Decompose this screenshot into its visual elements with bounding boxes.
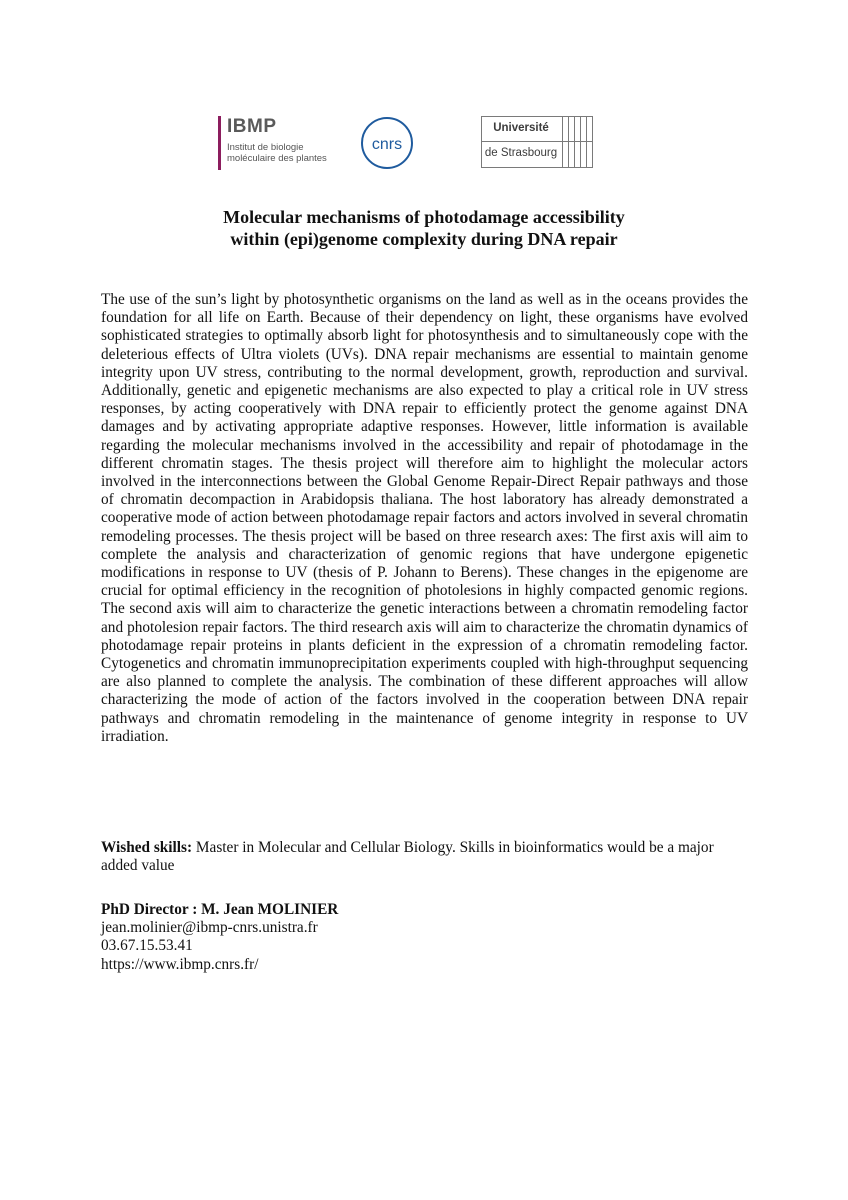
unistra-logo-divider (482, 141, 592, 142)
ibmp-logo-subtitle-line2: moléculaire des plantes (227, 153, 327, 164)
unistra-logo-stripe (568, 117, 569, 167)
unistra-logo-line2: de Strasbourg (484, 147, 558, 159)
unistra-logo (481, 116, 593, 168)
unistra-logo-stripe (574, 117, 575, 167)
contact-email[interactable]: jean.molinier@ibmp-cnrs.unistra.fr (101, 919, 318, 937)
project-description: The use of the sun’s light by photosynthetic organisms on the land as well as in the oceans provides the foundation for all life on Earth. Because of their dependency on light, these organisms have evolved sophisticated strategies to optimally absorb light for photosynthesis and to simultaneously cope with the deleterious effects of Ultra violets (UVs). DNA repair mechanisms are essential to maintain genome integrity upon UV stress, contributing to the normal development, growth, reproduction and survival. Additionally, genetic and epigenetic mechanisms are also expected to play a critical role in UV stress responses, by acting cooperatively with DNA repair to efficiently protect the genome against DNA damages and by activating appropriate adaptive responses. However, little information is available regarding the molecular mechanisms involved in the accessibility and repair of photodamage in the different chromatin stages. The thesis project will therefore aim to highlight the molecular actors involved in the interconnections between the Global Genome Repair-Direct Repair pathways and those of chromatin decompaction in Arabidopsis thaliana. The host laboratory has already demonstrated a cooperative mode of action between photodamage repair factors and actors involved in several chromatin remodeling processes. The thesis project will be based on three research axes: The first axis will aim to complete the analysis and characterization of genomic regions that have undergone epigenetic modifications in response to UV (thesis of P. Johann to Berens). These changes in the epigenome are crucial for optimal efficiency in the recognition of photolesions in highly compacted genomic regions. The second axis will aim to characterize the genetic interactions between a chromatin remodeling factor and photolesion repair factors. The third research axis will aim to characterize the chromatin dynamics of photodamage repair proteins in plants deficient in the expression of a chromatin remodeling factor. Cytogenetics and chromatin immunoprecipitation experiments coupled with high-throughput sequencing are also planned to complete the analysis. The combination of these different approaches will allow characterizing the mode of action of the factors involved in the cooperation between DNA repair pathways and chromatin remodeling in the maintenance of genome integrity in response to UV irradiation. (101, 291, 748, 745)
ibmp-logo-subtitle-line1: Institut de biologie (227, 142, 304, 153)
ibmp-logo-subtitle (227, 142, 327, 164)
ibmp-accent-bar (218, 116, 221, 170)
page-title-line1: Molecular mechanisms of photodamage accessibility (223, 207, 625, 227)
page-title-line2: within (epi)genome complexity during DNA repair (230, 229, 618, 249)
cnrs-logo (360, 116, 414, 170)
logo-bar (0, 112, 848, 172)
unistra-logo-stripe (586, 117, 587, 167)
ibmp-logo-name: IBMP (227, 116, 277, 137)
wished-skills-label: Wished skills: (101, 839, 193, 856)
wished-skills (101, 839, 748, 875)
unistra-logo-stripe (562, 117, 563, 167)
page-title (100, 206, 748, 250)
contact-block (101, 901, 338, 974)
cnrs-logo-text: cnrs (371, 136, 403, 153)
phd-director: PhD Director : M. Jean MOLINIER (101, 901, 339, 918)
unistra-logo-line1: Université (493, 122, 549, 134)
contact-phone: 03.67.15.53.41 (101, 937, 193, 955)
wished-skills-text: Master in Molecular and Cellular Biology. Skills in bioinformatics would be a major added value (101, 839, 714, 875)
contact-website[interactable]: https://www.ibmp.cnrs.fr/ (101, 955, 259, 973)
unistra-logo-stripe (580, 117, 581, 167)
